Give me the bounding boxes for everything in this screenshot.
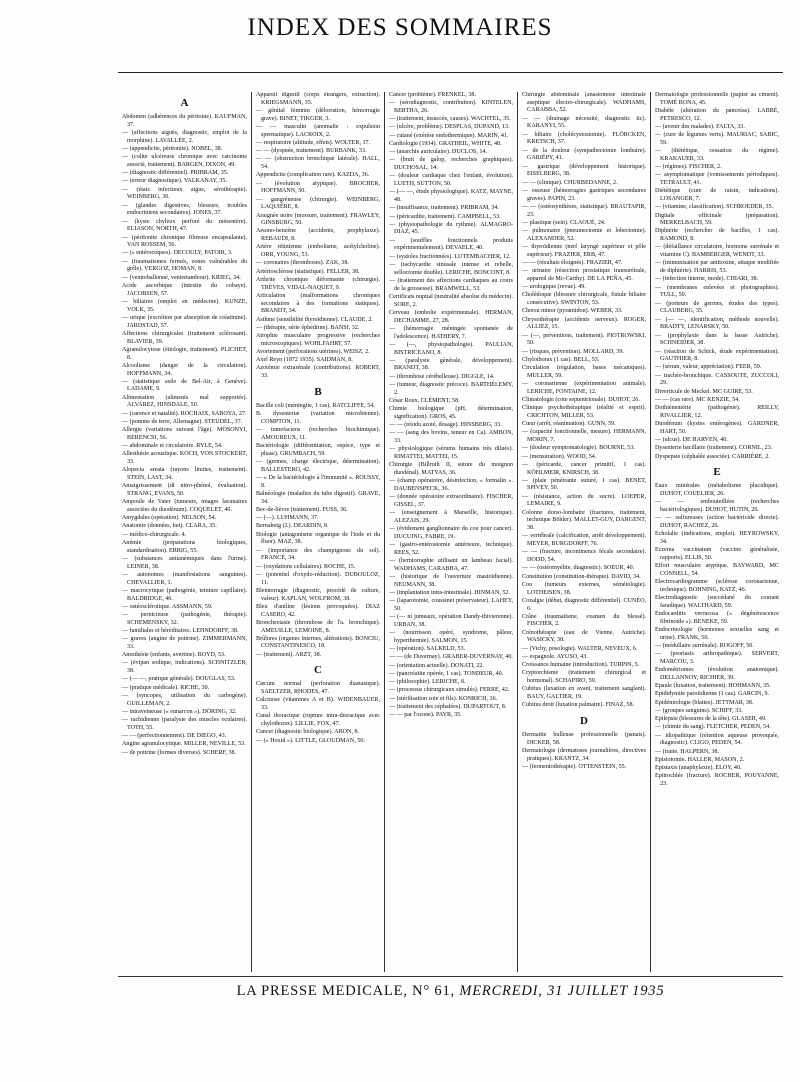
- index-entry: Endocarditis verrucosa (« dégénérescence fibrinoïde »). BENEKE, 59.: [655, 611, 779, 625]
- index-entry: Ampoule de Vater (tumeurs, images lacunaires associées du duodénum). COQUELET, 40.: [122, 499, 247, 513]
- index-entry: Cubitus droit (luxation palmaire). FINAZ, 58.: [522, 702, 635, 709]
- index-entry: — (syncopes, utilisation du carbogène). GUILLEMAN, 2.: [122, 692, 247, 707]
- index-entry: Acide ascorbique (intestin du cobaye). JACOBSEN, 57.: [122, 282, 247, 297]
- index-entry: Chirurgie (Billroth II, suture du moignon duodénal). MATYAS, 36.: [389, 462, 513, 477]
- index-entry: — (péricarde, cancer primitif, 1 cas). KÖHLMEIR, KNIRSCH, 38.: [522, 461, 646, 476]
- index-entry: Diabète (altération du pancréas). LABBÉ, PETRESCO, 12.: [655, 107, 779, 122]
- index-entry: — (— —, pratique générale). DOUGLAS, 53.: [122, 676, 236, 683]
- index-entry: — (erreur diagnostique). VALKANAY, 35.: [122, 178, 227, 185]
- index-entry: — (péritonite chronique fibreuse encapsulante). VAN ROSSEM, 56.: [122, 234, 247, 249]
- index-entry: — (physiopathologie du rythme). ALMAGRO-DIAZ, 45.: [389, 221, 513, 236]
- index-entry: Calcinose (vitamines A et B). WIDENBAUER, 33.: [256, 697, 380, 712]
- index-entry: Chorea minor (pyramidon). WEBER, 33.: [522, 308, 623, 315]
- index-entry: Dyspepsie (céphalée associée). CARRIÈRE, 2.: [655, 453, 770, 460]
- index-entry: — (sérum, valeur, appréciation). FEER, 59.: [655, 364, 762, 371]
- index-entry: — urique (excrétion par absorption de créatinine). JARDSTAD, 57.: [122, 314, 247, 329]
- index-entry: — thyroïdienne (nerf laryngé supérieur et pôle supérieur). FRAZIER, ERB, 47.: [522, 243, 646, 258]
- index-entry: — (statistique asile de Bel-Air, à Genève). LADAME, 9.: [122, 378, 247, 393]
- index-entry: Brûlures (organes internes, altérations). BONCIU, CONSTANTINESCO, 18.: [256, 635, 380, 650]
- index-entry: — (fermentothérapie). OTTENSTEIN, 55.: [522, 763, 627, 770]
- index-entry: Balnéologie (maladies du tube digestif). GRAVE, 34.: [256, 491, 380, 505]
- index-entry: — (substances antianémiques dans l'urine). LEINER, 38.: [122, 555, 247, 570]
- index-entry: Atrophie musculaire progressive (recherches microscopiques). WOHLFAHRT, 57.: [256, 333, 380, 347]
- index-entry: Chylothorax (1 cas). BELL, 53.: [522, 356, 600, 363]
- index-entry: Blennorragie (diagnostic, procédé de culture, valeur). KAPLAN, WOLFROM, 38.: [256, 587, 380, 602]
- index-entry: — (pomme de terre, Allemagne). STEUDEL, 37.: [122, 418, 243, 425]
- section-letter: C: [314, 664, 322, 677]
- index-entry: — (psoriasis arthropathique). SERVERT, MARCOU, 3.: [655, 651, 779, 665]
- index-entry: Crénothérapie (eau de Vienne, Autriche). WASICKY, 38.: [522, 629, 646, 644]
- index-entry: — (diagnostic différentiel). PRIBRAM, 35.: [122, 170, 229, 177]
- index-entry: — (porteurs de germes, études des types). CLAUBERG, 35.: [655, 300, 779, 315]
- index-entry: Allergie (variations suivant l'âge). MOSONYI, BERENCSI, 56.: [122, 427, 247, 441]
- index-entry: — respiratoire (altitude, effets). WOLTER, 17.: [256, 139, 371, 146]
- index-entry: — (plaie pénétrante suturé, 1 cas). BENET, SPIVEY, 50.: [522, 477, 646, 492]
- index-entry: Alimentation (aliments mal supportés). ALVAREZ, HINSDALE, 50.: [122, 394, 247, 409]
- index-entry: — abdominale et circulatoire. RYLE, 54.: [122, 443, 223, 450]
- index-entry: Biologie (antagonisme organique de l'iode et du fluor). MAZ, 38.: [256, 531, 380, 546]
- index-entry: — (ulcère, problème). DESPLAS, DUPAND, 13.: [389, 124, 510, 131]
- index-entry: — (infection interne, mode). CHIARI, 38.: [655, 276, 759, 283]
- index-entry: — — par l'ozone). PAYR, 35.: [389, 712, 462, 719]
- index-entry: — — (sang des bovins, teneur en Ca). AMBON, 33.: [389, 430, 513, 445]
- index-entry: Digitale officinale (préparation). MERKELBACH, 59.: [655, 212, 779, 227]
- index-entry: Echolalie (indications, emploi). HEYROWSKY, 34.: [655, 531, 779, 545]
- index-entry: Crâne (traumatisme, examen du blessé). FISCHER, 2.: [522, 613, 646, 628]
- index-entry: Cardiologie (1934). GRATHEIL, WHITE, 48.: [389, 140, 502, 147]
- index-entry: — (souffles fonctionnels produits expérimentalement). DEVAELE, 40.: [389, 237, 513, 252]
- index-entry: Episiotomie. HALLER, MASON, 2.: [655, 756, 745, 763]
- index-entry: — gastrique (développement historique). EISELBERG, 38.: [522, 163, 646, 178]
- index-entry: Bactériologie (différentiation, espèce, type et phase). GRUMBACH, 59.: [256, 443, 380, 457]
- index-entry: Colonne dorso-lombaire (fractures, traitement, technique Böhler). MALLET-GUY, DARGENT, 38.: [522, 509, 646, 532]
- index-entry: Amaigrissement (di nitro-phénol, évaluation). STRANG, EVANS, 50.: [122, 483, 247, 498]
- page-title: INDEX DES SOMMAIRES: [247, 14, 553, 41]
- index-entry: — (affections aiguës, diagnostic, emploi de la morphine). LAVALLÉE, 2.: [122, 129, 247, 144]
- index-entry: Asthme (sensibilité thyroïdienne). CLAUDE, 2.: [256, 316, 373, 323]
- index-entry: — urologique (revue). 49.: [522, 284, 586, 291]
- index-entry: — — embouteillées (recherches bactériologiques). DUHOT, HUTIN, 26.: [655, 499, 779, 513]
- index-entry: — (risques, prévention). MOLLARD, 39.: [522, 348, 624, 355]
- index-entry: — trachéo-bronchique. CASSOUTE, ZUCCOLI, 29.: [655, 372, 779, 387]
- index-entry: Amygdales (opération). NELSON, 54.: [122, 515, 217, 522]
- index-entry: Dermatologie professionnelle (papier au ciment). TOMÉ BONA, 45.: [655, 92, 779, 106]
- index-entry: — (— —, identification, méthode nouvelle). BRADTY, LENARSKY, 50.: [655, 316, 779, 331]
- index-entry: — (pancréatite opérée, 1 cas). TONDEUR, 40.: [389, 670, 504, 677]
- index-entry: — (vitamine, classification). SCHROEDER, 35.: [655, 204, 774, 211]
- footer-date: MERCREDI, 31 JUILLET 1935: [459, 983, 665, 999]
- index-entry: Cæcum normal (perforation diastasique). SAELTZER, RHODES, 47.: [256, 681, 380, 696]
- index-entry: Agranulocytose (étiologie, traitement). PLICHET, 8.: [122, 346, 247, 361]
- index-entry: — (traitement des céphalées). DUPARTOUT, 8.: [389, 703, 507, 710]
- index-entry: Cryptorchisme (traitement chirurgical et hormonal). SCHAPIRO, 59.: [522, 670, 646, 685]
- index-entry: — (importance des champignons du sol). FRANCÉ, 34.: [256, 547, 380, 562]
- index-entry: Alcoolisme (danger de la circulation). HOFFMANN, 34.: [122, 362, 247, 377]
- index-entry: — (thérapie, série éphédrine). BANSI, 32.: [256, 324, 360, 331]
- index-entry: — — (fracture, incontinence fécale secondaire). DODD, 54.: [522, 549, 646, 564]
- footer-rule: [118, 976, 783, 977]
- index-entry: — (médullaire surrénale). ROGOFF, 50.: [655, 642, 754, 649]
- index-entry: — (glandes digestives, blessure, troubles endocriniens secondaires). JONES, 37.: [122, 202, 247, 217]
- index-entry: — — (clinique). CHURBEDANNE, 2.: [522, 179, 618, 186]
- index-entry: — familiales et héréditaires. LEHNDORFF, 38.: [122, 628, 239, 634]
- index-entry: — macrocytique (pathogénie, teinture capillaire). BALDRIDGE, 46.: [122, 587, 247, 602]
- index-entry: — (membranes enlevées et photographies). TULL, 50.: [655, 284, 779, 299]
- index-entry: — (paralysie générale, développement). BRANDT, 38.: [389, 357, 513, 372]
- index-entry: Epaule (luxation, traitement). HOHMANN, 35.: [655, 683, 771, 690]
- index-entry: — (traumatismes fermés, zones vulnérables du grêle). VERGOZ, HOMAN, 8.: [122, 258, 247, 273]
- index-entry: — (évidement ganglionnaire du cou pour cancer). DUCUING, FABRE, 19.: [389, 526, 513, 540]
- index-entry: Cerveau (embolie expérimentale). HERMAN, DECHAMME, 27, 28.: [389, 309, 513, 324]
- index-entry: — (gastro-entérostomie antérieure, technique). REES, 52.: [389, 542, 513, 556]
- index-entry: Electrodiagnostic (succédané du courant faradique). WALTHARD, 59.: [655, 595, 779, 609]
- index-entry: — (Vichy, posologie). WALTER, NEVEUX, 6.: [522, 645, 638, 652]
- index-entry: — (douleur cardiaque chez l'enfant, évolution). LUETH, SUTTON, 50.: [389, 173, 513, 188]
- index-entry: — biliaires (emploi en médecine). KUNZE, VOLK, 35.: [122, 298, 247, 313]
- index-entry: — (traite. HALPERN, 38.: [655, 748, 719, 755]
- index-entry: — cutané (exérèse endothermique). MARIN, 41.: [389, 132, 509, 139]
- index-entry: — (orientation actuelle). DONATI, 22.: [389, 662, 484, 669]
- index-entry: Effort musculaire atypique. BAYWARD, MC CONNELL, 54.: [655, 563, 779, 577]
- index-entry: — (opération). SALKELD, 53.: [389, 646, 466, 653]
- index-entry: — (processus chirurgicaux simulés). FERRE, 42.: [389, 687, 510, 694]
- index-entry: — (avenir des malades). FALTA, 33.: [655, 123, 745, 130]
- index-entry: — espagnole. AYUSO, 43.: [522, 653, 588, 660]
- index-entry: — — masculin (anomalie : expulsion spermatique). LACROIX, 2.: [256, 123, 380, 138]
- index-entry: — (— ni jumeaux, opération Dandy-thivierenne). URBAN, 38.: [389, 614, 513, 628]
- index-entry: — pulmonaire (pneumectomie et lobectomie). ALEXANDER, 52.: [522, 227, 646, 242]
- index-entry: Alopecia areata (rayons limites, traitement). STEIN, LAST, 34.: [122, 467, 247, 482]
- index-entry: — vertébrale (calcification, arrêt développement). MEYER, BURGDORFF, 76.: [522, 533, 646, 548]
- index-entry: Avortement (perforations utérines). WEISZ, 2.: [256, 349, 370, 355]
- index-entry: — gangréneuse (chirurgie). WEINBERG, LAQUIÈRE, 8.: [256, 196, 380, 211]
- index-entry: — — (perfectionnement). DE DIEGO, 43.: [122, 733, 227, 740]
- index-entry: — — (dyspnée, traitement). BURBANK, 33.: [256, 148, 367, 155]
- index-entry: Cancer (diagnostic biologique). ARON, 8.: [256, 729, 360, 736]
- index-entry: Canal thoracique (rupture intra-thoracique avec chylothorax). LILLIE, FOX, 47.: [256, 713, 380, 728]
- index-entry: Anatomie (données, but). CLARA, 35.: [122, 523, 217, 530]
- index-entry: — (ulcus). DE HARVEN, 40.: [655, 437, 728, 444]
- index-entry: — génital féminin (délorration, hémorragie grave). BINET, TIKGER, 3.: [256, 107, 380, 122]
- index-entry: Epitrochlée (fracture). ROCHER, POUYANNE, 23.: [655, 773, 779, 787]
- index-entry: — (kyste chyleux perforé du mésentère). ELIASON, NORTH, 47.: [122, 218, 247, 233]
- index-entry: Affections chirurgicales (traitement sclérosant). BLAVIER, 39.: [122, 330, 247, 345]
- index-entry: — (anarchie auriculaire). DUCLOS, 14.: [389, 149, 487, 156]
- index-entry: Coxalgie (début, diagnostic différentiel). CUNÉO, 6.: [522, 597, 646, 612]
- index-entry: — médico-chirurgicale. 4.: [122, 531, 187, 538]
- index-entry: Anémie (préparations biologiques, standardisation). ERRIG, 55.: [122, 539, 247, 554]
- index-entry: — rachidienne (paralysie des muscles oculaires). TOTH, 55.: [122, 717, 247, 731]
- index-entry: — (systoles fractionnées). LUTEMBACHER, 12.: [389, 253, 511, 260]
- index-entry: — coronaires (thromboses). ZAK, 38.: [256, 260, 349, 267]
- index-entry: — asymptomatique (vomissements périodiques). TETRAULT, 41.: [655, 172, 779, 187]
- index-entry: Artériosclérose (statistique). FELLER, 38.: [256, 268, 360, 275]
- index-entry: — pernicieuse (pathogénie, thérapie). SCHEMENSKY, 32.: [122, 612, 247, 626]
- index-entry: Constitution (constitution-thérapie). DAVID, 34.: [522, 573, 641, 580]
- index-entry: — (oxydations cellulaires). ROCHE, 15.: [256, 563, 356, 570]
- index-entry: — (chimie du sang). FLETCHER, PEDEN, 54.: [655, 724, 771, 731]
- index-entry: — — (résultats éloignés). FRAZIER, 47.: [522, 259, 623, 266]
- index-entry: — autonomes (manifestations sanguines). CHEVALLIER, 1.: [122, 571, 247, 586]
- index-entry: — (péricardite, traitement). CAMPBELL, 53.: [389, 213, 501, 220]
- index-entry: — (nourrisson opéré, syndrome, pâleur, hyperthermie). SALMON, 15.: [389, 630, 513, 644]
- index-entry: Appareil digestif (corps étrangers, extraction). KRIEGSMANN, 35.: [256, 92, 380, 106]
- index-entry: Abdomen (adhérences du péritoine). KAUFMAN, 37.: [122, 114, 247, 128]
- index-entry: — de poitrine (formes diverses). SCHERF, 38.: [122, 749, 237, 756]
- index-entry: Cou (tumeurs externes, séméiologie). LOTHEISEN, 38.: [522, 581, 646, 596]
- index-entry: Certificats nuptial (neutralité absolue du médecin). SORE, 2.: [389, 293, 513, 308]
- index-entry: — (réaction de Schick, étude expérimentation). GAUTHIER, 8.: [655, 348, 779, 363]
- index-entry: Angine agranulocytique. MILLER, NEVILLE, 53.: [122, 741, 246, 748]
- index-entry: — — sulfureuses (action bactéricide directe). DUHOT, RACHEZ, 26.: [655, 515, 779, 529]
- index-entry: — — (obstruction bronchique latérale). HALL, 54.: [256, 156, 380, 171]
- index-entry: Cholédoque (blessure chirurgicale, fistule biliaire consécutive). SWINTON, 53.: [522, 292, 646, 307]
- index-entry: — (bruit de galop, recherches graphiques). DUCHOSAL, 14.: [389, 157, 513, 172]
- index-entry: — (groupes sanguins). SCHIFF, 33.: [655, 707, 743, 714]
- index-entry: — (thrombose cérébelleuse). DIGGLE, 14.: [389, 373, 495, 380]
- section-letter: A: [180, 97, 189, 109]
- index-entry: — (—, préventions, traitement). PIOTROWSKI, 50.: [522, 332, 646, 347]
- index-entry: — (régimes). FISCHER, 2.: [655, 164, 722, 171]
- index-entry: Artère rétinienne (embolisme, acétylcholine). ORR, YOUNG, 53.: [256, 244, 380, 259]
- index-entry: Chirurgie abdominale (anastomose intestinale aseptique électro-chirurgicale). WADHAMS, CARABBA, 52.: [522, 92, 646, 114]
- index-entry: — intraveineuse (« eunarcon »). DÖRING, 32.: [122, 708, 237, 715]
- index-entry: — (enseignement à Marseille, historique). ALEZAIS, 29.: [389, 510, 513, 524]
- index-entry: — (donnée opératoire extraordinaire). FISCHER, GISSEL, 37.: [389, 494, 513, 508]
- index-entry: — (—). LUHMANN, 37.: [256, 515, 319, 522]
- index-entry: Azotémie extrarénale (contributions). ROBERT, 33.: [256, 365, 380, 380]
- index-entry: Dysenterie bacillaire (traitement). CORNIL, 23.: [655, 445, 773, 452]
- index-entry: Duodénum (kystes entérogènes). GARDNER, HART, 50.: [655, 421, 779, 435]
- index-entry: — (colite ulcéreuse chronique avec carcinome associé, traitement). BARGEN, DIXON, 49.: [122, 154, 247, 168]
- index-entry: César Roux. CLÉMENT, 58.: [389, 397, 460, 404]
- index-entry: Eczema vaccinatum (vaccine généralisée, rapports). ELLIS, 50.: [655, 547, 779, 561]
- index-entry: — (tumeur, diagnostic précoce). BARTHÉLEMY, 2.: [389, 381, 513, 396]
- index-entry: — (mensuration). WOOD, 54.: [522, 453, 597, 460]
- index-entry: — (cure de légumes verts). MAURIAC, SABIC, 59.: [655, 132, 779, 146]
- index-entry: — (états infectieux aigus, sérothérapie). WEINBERG, 30.: [122, 186, 247, 201]
- index-entry: — (herniorraphie utilisant un lambeau facial). WADHAMS, CARABBA, 47.: [389, 558, 513, 572]
- page-footer: [118, 983, 783, 1000]
- index-entry: — (défaillance circulatoire, hormone surrénale et vitamine C). BAMBERGER, WENDT, 33.: [655, 244, 779, 259]
- index-entry: — (—, physiopathologie). PAULIAN, BISTRICEANO, 8.: [389, 341, 513, 356]
- index-columns: [118, 92, 783, 972]
- index-entry: — (— —, étude physiologique). KATZ, MAYNE, 48.: [389, 189, 513, 204]
- index-entry: — — (ostéomyélite, diagnostic). SOEUR, 40.: [522, 565, 635, 572]
- index-entry: — (évolution atypique). BROCHER, HOFFMANN, 50.: [256, 180, 380, 195]
- index-entry: — graves (angine de poitrine). ZIMMERMANN, 33.: [122, 636, 247, 650]
- title-rule: [118, 72, 783, 73]
- index-entry: — coronarienne (expérimentation animale). LERICHE, FONTAINE, 12.: [522, 380, 646, 395]
- index-entry: Epidémiologie (blattes). JETTMAR, 38.: [655, 699, 754, 706]
- index-entry: Bronchectasie (thrombose de l'a. bronchique). AMEUILLE, LEMOINE, 8.: [256, 619, 380, 634]
- index-column-2: [251, 92, 384, 972]
- index-entry: Chimie biologique (pH, détermination, signification). GROS, 45.: [389, 406, 513, 420]
- index-entry: — « De la bactériologie à l'immunité ». ROUSSY, 8.: [256, 475, 380, 489]
- index-column-4: [517, 92, 650, 972]
- index-entry: — (évipan sodique, indications). SCHNITZLER, 38.: [122, 660, 247, 675]
- index-entry: — (traitement des affections cardiaques au cours de la grossesse). BRAMWELL, 53.: [389, 277, 513, 292]
- index-entry: — plastique (sein). CLAOUÉ, 24.: [522, 219, 606, 226]
- index-entry: Bec-de-lièvre (traitement). FUSS, 36.: [256, 506, 348, 513]
- index-entry: — (immunisation par antitoxine, attaque modifiée de diphtérie). HARRIS, 53.: [655, 260, 779, 275]
- index-entry: Arsono-benzène (accidents, prophylaxie). REBAUDI, 8.: [256, 228, 380, 243]
- index-entry: — (historique de l'ouverture mastoïdienne). NEUMANN, 38.: [389, 574, 513, 588]
- index-entry: Dermatite bulleuse professionnelle (panais). DICKER, 58.: [522, 732, 646, 746]
- index-column-5: [650, 92, 783, 972]
- index-column-3: [384, 92, 517, 972]
- index-entry: Electrocardiogramme (sclérose coronarienne, technique). BOHNING, KATZ, 46.: [655, 579, 779, 593]
- index-entry: — (« Hoxid »). LITTLE, GLOUDMAN, 50.: [256, 737, 365, 744]
- index-entry: — (potentiel d'oxydo-réduction). DUBOULOZ, 11.: [256, 571, 380, 586]
- index-entry: — (pratique médicale). RICHE, 30.: [122, 684, 210, 691]
- index-entry: — (hémorragie méningée spontanée de l'adolescence). HATHERY, 7.: [389, 325, 513, 340]
- section-letter: B: [314, 385, 322, 398]
- index-entry: — (diététique, cessation du régime). KRAKAUER, 33.: [655, 148, 779, 162]
- index-entry: Epididymite parotidienne (1 cas). GARCIN, 9.: [655, 691, 770, 698]
- index-entry: Epistaxis (anaphylaxie). ELOY, 40.: [655, 764, 742, 771]
- index-entry: — (résistance, action du sucre). LOEPER, LEMAIRE, 9.: [522, 493, 646, 508]
- index-entry: — (implantation intra-intestinale). HINMAN, 52.: [389, 590, 511, 597]
- index-entry: Diphtérie (rechercher de bacilles, 1 cas). RAMOND, 8.: [655, 228, 779, 243]
- index-entry: Endométriomes (évolution anatomique). DELLANNOY, RICHIER, 39.: [655, 667, 779, 681]
- index-column-1: [118, 92, 251, 972]
- index-entry: Appendicite (complication rare). KAZDA, 36.: [256, 172, 370, 179]
- index-entry: — (stérilisation soie et fils). KONRICH, 36.: [389, 695, 498, 702]
- index-entry: Bleu d'aniline (lésions provoquées). DIAZ CASERO, 42.: [256, 603, 380, 618]
- index-entry: — — (cas rare). MC KENZIE, 54.: [655, 396, 740, 403]
- index-entry: Articulation (malformations chroniques secondaires à des formations statiques). BRANDT, 34.: [256, 292, 380, 315]
- index-entry: Axel Reyn (1872 1935). SAIDMAN, 8.: [256, 357, 353, 364]
- index-entry: — (douleur symptomatologie). BOURNE, 53.: [522, 445, 635, 452]
- index-entry: Arthrite chronique déformante (chirurgie). TRÈVES, VIDAL-NAQUET, 9.: [256, 276, 380, 291]
- index-entry: Eaux minérales (métabolisme plucidique). DUHOT, COUELIER, 26.: [655, 483, 779, 498]
- index-entry: — (laparotomie, coussinet préservateur). LAHEY, 50.: [389, 598, 513, 612]
- index-entry: — de la douleur (sympathectomie lombaire). GARIÉPY, 41.: [522, 147, 646, 162]
- index-entry: — (insuffisance, traitement). PRIBRAM, 34.: [389, 205, 499, 212]
- index-entry: Bernaheig (J.). DEARDIN, 8.: [256, 523, 329, 530]
- index-entry: — urinaire (résection prostatique transurétrale, appareil de Mc-Carthy). DE LA PEÑA, 45.: [522, 268, 646, 282]
- index-entry: — (champ opératoire, désinfection, « formalin ». DAUBENSPECK, 36.: [389, 478, 513, 492]
- index-entry: — physiologique (sérums humains très dilués). RIMATTEI, MATTEI, 15.: [389, 446, 513, 461]
- footer-journal: LA PRESSE MEDICALE, N° 61,: [236, 983, 455, 999]
- index-entry: — (capacité fonctionnelle, mesure). HERMANN, MORIN, 7.: [522, 429, 646, 444]
- index-entry: — (prophylaxie dans la basse Autriche). SCHNEIDER, 38.: [655, 332, 779, 347]
- index-entry: B. dysenteriæ (variation microbienne). COMPTON, 11.: [256, 411, 380, 425]
- index-entry: Endocrinologie (hormones sexuelles sang et urine). FRANK, 50.: [655, 627, 779, 641]
- index-entry: — (ventreballonné, ventretambour). KRIEG, 34.: [122, 274, 241, 281]
- index-entry: Epilepsie (blessures de la tête). GLASER, 49.: [655, 716, 767, 723]
- index-entry: Araignée noire (morsure, traitement). FRAWLEY, GINSBURG, 50.: [256, 212, 380, 227]
- index-entry: — (carence et natalité). ROCHAIX, SABOYA, 27.: [122, 410, 247, 417]
- section-letter: D: [580, 715, 588, 728]
- index-entry: — (traitement, insuccès, causes). WACHTEL, 35.: [389, 116, 511, 123]
- index-entry: Climatologie (cote septentrionale). DUHOT, 26.: [522, 396, 640, 403]
- index-entry: — ostéosclérotique. ASSMANN, 59.: [122, 603, 213, 610]
- index-entry: Circulation (régulation, bases mécaniques). MULLER, 59.: [522, 364, 646, 379]
- index-entry: — osseuse (hémorragies gastriques secondaires graves). PAPIN, 23.: [522, 187, 646, 202]
- index-entry: Dothiénentérie (pathogénie). REILLY, RIVALLIER, 12.: [655, 405, 779, 419]
- index-entry: Croissance humaine (introduction). TURPIN, 5.: [522, 662, 640, 669]
- index-entry: Diverticule de Meckel. MC GUIRE, 53.: [655, 388, 753, 395]
- index-entry: Clinique psychothérapique (réalité et esprit). CRICHTON, MILLER, 53.: [522, 405, 646, 419]
- index-entry: — — (drainage nécessité, diagnostic tic). KARANYI, 55.: [522, 115, 646, 130]
- index-entry: — idiopathique (rétention aqueuse provoquée, diagnostic). CLIGO, PEDEN, 54.: [655, 732, 779, 747]
- index-entry: Bacille coli (méningite, 1 cas). RATCLIFFE, 54.: [256, 402, 375, 409]
- index-entry: — — (de Duvernay). GRABER-DUVERNAY, 40.: [389, 654, 513, 661]
- index-entry: — (« entérocoques). DECOULY, PATOIR, 3.: [122, 250, 233, 257]
- index-entry: — — (ostéosynthèses, statistique). BRAUTAPIR, 23.: [522, 203, 646, 218]
- index-entry: — — (résidu azoté, dosage). HINSBERG, 33.: [389, 422, 502, 429]
- index-entry: Cancer (problème). FRENKEL, 38.: [389, 92, 476, 98]
- index-entry: Diététique (cure de raisin, indications). LOSANGER, 7.: [655, 188, 779, 203]
- index-entry: — (philosophie). LERICHE, 8.: [389, 679, 466, 686]
- index-entry: Anesthésie (enfants, avertine). BOYD, 53.: [122, 652, 226, 659]
- index-entry: — tumefaciens (recherches biochimique). AMOUREUX, 11.: [256, 427, 380, 441]
- index-entry: — biliaire (cholécystostomie). FLÖRCKEN, KRETSCH, 37.: [522, 131, 646, 146]
- index-entry: — (tachycardie sinusale intense et rebelle, selloctomie double). LERICHE, BONCONT, 8.: [389, 261, 513, 276]
- index-entry: Allesthésie acoustique. KOCH, VON STOCKERT, 33.: [122, 451, 247, 466]
- index-entry: — (sérodiagnostic, contribution). KINTELEN, BERTHA, 26.: [389, 100, 513, 114]
- index-entry: — (traitement). ARZT, 38.: [256, 651, 322, 658]
- index-entry: Chrysothérapie (accidents nerveux). ROGER, ALLIEZ, 15.: [522, 316, 646, 331]
- index-entry: — (germes, charge électrique, détermination). BALLESTERO, 42.: [256, 459, 380, 473]
- index-entry: — (appendicite, péritonite). NOBEL, 38.: [122, 145, 223, 152]
- section-letter: E: [713, 466, 721, 479]
- index-entry: Cœur (arrêt, réanimation). GUNN, 59.: [522, 421, 616, 428]
- index-entry: Cubitus (luxation en avant, traitement sanglant). BAUY, GALTIER, 19.: [522, 686, 646, 701]
- index-entry: Dermatologie (dermatoses journalières, directives pratiques). KRANTZ, 34.: [522, 748, 646, 762]
